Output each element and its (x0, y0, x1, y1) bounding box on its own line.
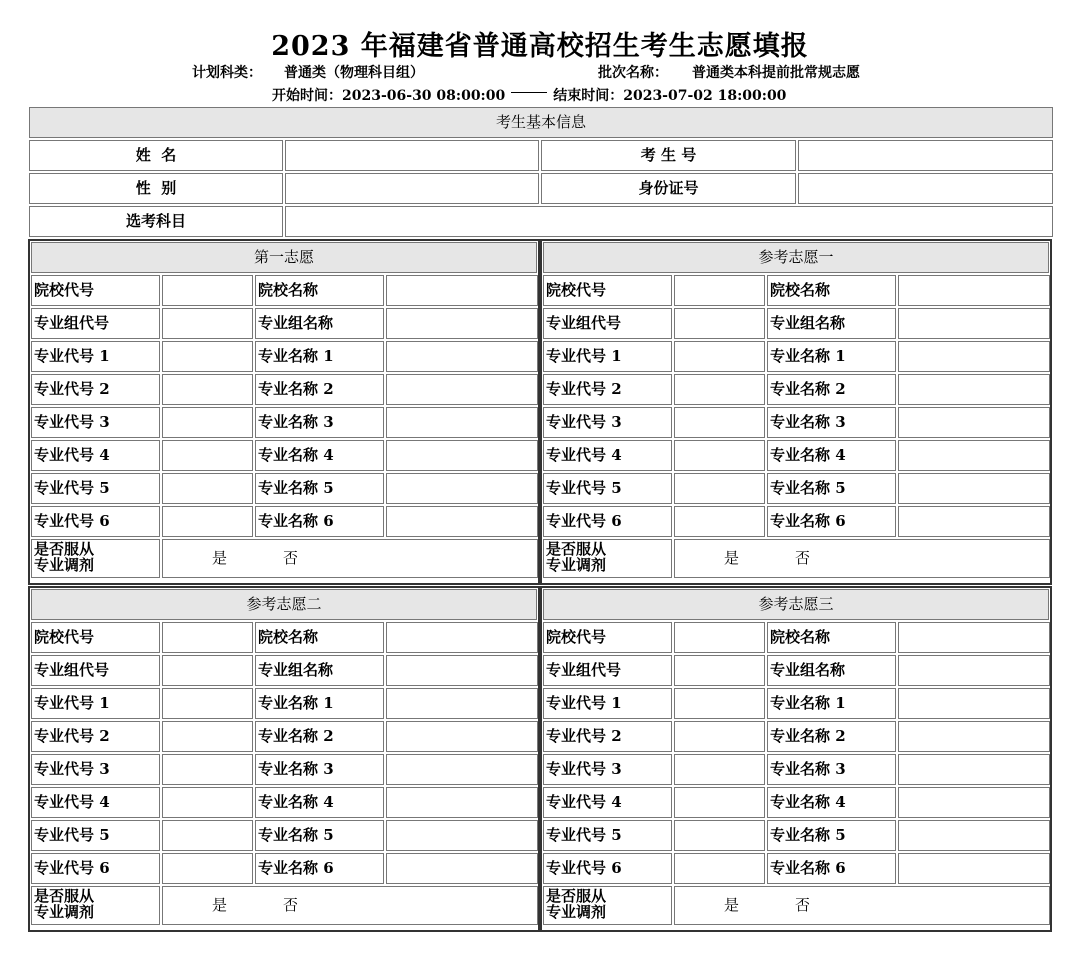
major-name-4-label: 专业名称 4 (767, 440, 896, 471)
adjust-yes-option[interactable]: 是 (724, 896, 740, 914)
major-code-1-field[interactable] (674, 688, 765, 719)
group-name-field[interactable] (898, 308, 1050, 339)
major-code-3-field[interactable] (162, 754, 253, 785)
group-name-field[interactable] (898, 655, 1050, 686)
major-name-6-label: 专业名称 6 (767, 853, 896, 884)
page-title: 2023 年福建省普通高校招生考生志愿填报 (271, 31, 809, 62)
major-code-1-label: 专业代号 1 (31, 341, 160, 372)
reference-choice-2-panel (28, 586, 540, 932)
major-name-2-label: 专业名称 2 (767, 374, 896, 405)
major-name-5-label: 专业名称 5 (767, 473, 896, 504)
adjust-label-line-1: 是否服从 (546, 887, 607, 905)
group-code-field[interactable] (162, 655, 253, 686)
major-name-4-label: 专业名称 4 (767, 787, 896, 818)
major-code-3-label: 专业代号 3 (543, 407, 672, 438)
major-code-5-label: 专业代号 5 (31, 473, 160, 504)
major-code-2-field[interactable] (674, 374, 765, 405)
school-code-field[interactable] (674, 622, 765, 653)
school-code-field[interactable] (674, 275, 765, 306)
group-code-label: 专业组代号 (31, 655, 160, 686)
major-name-4-field[interactable] (386, 787, 538, 818)
major-code-5-label: 专业代号 5 (31, 820, 160, 851)
time-range-dash (511, 92, 547, 93)
major-name-2-label: 专业名称 2 (255, 374, 384, 405)
adjust-label (31, 886, 160, 925)
adjust-label-line-1: 是否服从 (34, 887, 95, 905)
subjects-label: 选考科目 (29, 206, 283, 237)
name-field[interactable] (285, 140, 539, 171)
major-name-2-field[interactable] (898, 721, 1050, 752)
major-code-5-label: 专业代号 5 (543, 820, 672, 851)
major-code-2-label: 专业代号 2 (543, 374, 672, 405)
end-label: 结束时间： (553, 88, 624, 104)
school-name-field[interactable] (898, 622, 1050, 653)
adjust-label-line-1: 是否服从 (546, 540, 607, 558)
major-code-1-field[interactable] (162, 688, 253, 719)
major-name-4-field[interactable] (898, 440, 1050, 471)
major-code-2-label: 专业代号 2 (31, 374, 160, 405)
meta-line-2 (0, 85, 1080, 105)
major-name-6-label: 专业名称 6 (255, 853, 384, 884)
adjust-yes-option[interactable]: 是 (724, 549, 740, 567)
school-name-label: 院校名称 (255, 622, 384, 653)
adjust-no-option[interactable]: 否 (283, 549, 299, 567)
group-name-field[interactable] (386, 655, 538, 686)
major-code-4-label: 专业代号 4 (31, 787, 160, 818)
major-name-2-field[interactable] (898, 374, 1050, 405)
group-code-label: 专业组代号 (31, 308, 160, 339)
major-code-6-label: 专业代号 6 (543, 853, 672, 884)
major-name-4-label: 专业名称 4 (255, 440, 384, 471)
school-name-label: 院校名称 (767, 622, 896, 653)
school-code-field[interactable] (162, 275, 253, 306)
major-code-1-label: 专业代号 1 (31, 688, 160, 719)
major-name-5-label: 专业名称 5 (767, 820, 896, 851)
adjust-label-line-1: 是否服从 (34, 540, 95, 558)
major-name-3-label: 专业名称 3 (767, 407, 896, 438)
major-name-2-field[interactable] (386, 721, 538, 752)
gender-field[interactable] (285, 173, 539, 204)
group-code-label: 专业组代号 (543, 655, 672, 686)
major-name-5-field[interactable] (898, 473, 1050, 504)
major-name-6-field[interactable] (898, 506, 1050, 537)
major-code-5-field[interactable] (162, 473, 253, 504)
major-code-4-label: 专业代号 4 (543, 440, 672, 471)
adjust-options (674, 539, 1050, 578)
major-code-6-label: 专业代号 6 (543, 506, 672, 537)
major-name-1-field[interactable] (386, 341, 538, 372)
major-code-4-field[interactable] (162, 787, 253, 818)
major-name-4-label: 专业名称 4 (255, 787, 384, 818)
adjust-options (674, 886, 1050, 925)
group-code-label: 专业组代号 (543, 308, 672, 339)
major-code-2-label: 专业代号 2 (31, 721, 160, 752)
major-name-5-field[interactable] (386, 820, 538, 851)
school-code-label: 院校代号 (543, 622, 672, 653)
major-name-3-field[interactable] (898, 407, 1050, 438)
batch-label: 批次名称： (598, 65, 668, 81)
major-code-2-field[interactable] (162, 374, 253, 405)
major-name-3-field[interactable] (898, 754, 1050, 785)
group-name-field[interactable] (386, 308, 538, 339)
major-name-3-label: 专业名称 3 (255, 754, 384, 785)
end-value: 2023-07-02 18:00:00 (623, 88, 787, 104)
major-code-6-field[interactable] (162, 506, 253, 537)
adjust-label (543, 886, 672, 925)
name-label: 姓 名 (29, 140, 283, 171)
major-name-3-label: 专业名称 3 (767, 754, 896, 785)
reference-choice-1-panel (540, 239, 1052, 585)
plan-label: 计划科类： (192, 65, 262, 81)
major-code-1-field[interactable] (162, 341, 253, 372)
panel-title: 参考志愿三 (543, 589, 1049, 620)
school-code-label: 院校代号 (543, 275, 672, 306)
major-code-3-label: 专业代号 3 (31, 754, 160, 785)
major-code-3-label: 专业代号 3 (31, 407, 160, 438)
major-code-6-field[interactable] (674, 506, 765, 537)
first-choice-panel (28, 239, 540, 585)
major-code-4-field[interactable] (162, 440, 253, 471)
major-code-2-label: 专业代号 2 (543, 721, 672, 752)
major-code-6-label: 专业代号 6 (31, 506, 160, 537)
major-code-4-label: 专业代号 4 (31, 440, 160, 471)
group-name-label: 专业组名称 (767, 308, 896, 339)
major-name-1-field[interactable] (898, 688, 1050, 719)
id-field[interactable] (798, 173, 1053, 204)
group-code-field[interactable] (674, 308, 765, 339)
group-code-field[interactable] (674, 655, 765, 686)
adjust-no-option[interactable]: 否 (795, 896, 811, 914)
major-code-5-label: 专业代号 5 (543, 473, 672, 504)
major-code-5-field[interactable] (674, 473, 765, 504)
school-name-field[interactable] (386, 622, 538, 653)
school-name-label: 院校名称 (767, 275, 896, 306)
exam-no-field[interactable] (798, 140, 1053, 171)
plan-value: 普通类（物理科目组） (284, 65, 424, 81)
major-name-6-label: 专业名称 6 (767, 506, 896, 537)
major-code-5-field[interactable] (162, 820, 253, 851)
adjust-yes-option[interactable]: 是 (212, 896, 228, 914)
major-code-4-field[interactable] (674, 440, 765, 471)
major-name-2-label: 专业名称 2 (255, 721, 384, 752)
major-code-3-field[interactable] (674, 407, 765, 438)
school-name-label: 院校名称 (255, 275, 384, 306)
major-name-1-label: 专业名称 1 (255, 688, 384, 719)
adjust-label (543, 539, 672, 578)
school-name-field[interactable] (386, 275, 538, 306)
adjust-yes-option[interactable]: 是 (212, 549, 228, 567)
major-code-1-field[interactable] (674, 341, 765, 372)
major-name-2-field[interactable] (386, 374, 538, 405)
adjust-label-line-2: 专业调剂 (546, 556, 607, 574)
major-name-3-label: 专业名称 3 (255, 407, 384, 438)
major-name-5-label: 专业名称 5 (255, 820, 384, 851)
group-code-field[interactable] (162, 308, 253, 339)
group-name-label: 专业组名称 (255, 655, 384, 686)
major-code-2-field[interactable] (674, 721, 765, 752)
group-name-label: 专业组名称 (767, 655, 896, 686)
adjust-no-option[interactable]: 否 (795, 549, 811, 567)
school-name-field[interactable] (898, 275, 1050, 306)
exam-no-label: 考 生 号 (541, 140, 796, 171)
major-name-6-field[interactable] (898, 853, 1050, 884)
adjust-label-line-2: 专业调剂 (34, 556, 95, 574)
major-name-6-label: 专业名称 6 (255, 506, 384, 537)
major-name-1-label: 专业名称 1 (255, 341, 384, 372)
major-name-5-field[interactable] (386, 473, 538, 504)
major-code-3-field[interactable] (674, 754, 765, 785)
school-code-field[interactable] (162, 622, 253, 653)
major-code-4-field[interactable] (674, 787, 765, 818)
major-name-1-label: 专业名称 1 (767, 341, 896, 372)
major-code-6-field[interactable] (674, 853, 765, 884)
major-code-3-label: 专业代号 3 (543, 754, 672, 785)
major-name-5-label: 专业名称 5 (255, 473, 384, 504)
panel-title: 参考志愿一 (543, 242, 1049, 273)
major-name-3-field[interactable] (386, 407, 538, 438)
start-value: 2023-06-30 08:00:00 (342, 88, 506, 104)
meta-line-1 (0, 62, 1080, 82)
major-name-2-label: 专业名称 2 (767, 721, 896, 752)
id-label: 身份证号 (541, 173, 796, 204)
major-code-6-label: 专业代号 6 (31, 853, 160, 884)
panel-title: 第一志愿 (31, 242, 537, 273)
major-name-4-field[interactable] (898, 787, 1050, 818)
major-code-1-label: 专业代号 1 (543, 688, 672, 719)
school-code-label: 院校代号 (31, 275, 160, 306)
subjects-field[interactable] (285, 206, 1053, 237)
adjust-options (162, 539, 538, 578)
major-code-1-label: 专业代号 1 (543, 341, 672, 372)
major-code-4-label: 专业代号 4 (543, 787, 672, 818)
adjust-no-option[interactable]: 否 (283, 896, 299, 914)
adjust-label (31, 539, 160, 578)
major-name-4-field[interactable] (386, 440, 538, 471)
basic-info-header: 考生基本信息 (29, 107, 1053, 138)
major-name-5-field[interactable] (898, 820, 1050, 851)
gender-label: 性 别 (29, 173, 283, 204)
major-name-1-field[interactable] (898, 341, 1050, 372)
adjust-label-line-2: 专业调剂 (34, 903, 95, 921)
major-code-2-field[interactable] (162, 721, 253, 752)
major-code-6-field[interactable] (162, 853, 253, 884)
batch-value: 普通类本科提前批常规志愿 (692, 65, 860, 81)
reference-choice-3-panel (540, 586, 1052, 932)
group-name-label: 专业组名称 (255, 308, 384, 339)
major-name-6-field[interactable] (386, 853, 538, 884)
start-label: 开始时间： (272, 88, 342, 104)
panel-title: 参考志愿二 (31, 589, 537, 620)
adjust-label-line-2: 专业调剂 (546, 903, 607, 921)
major-name-6-field[interactable] (386, 506, 538, 537)
school-code-label: 院校代号 (31, 622, 160, 653)
major-name-3-field[interactable] (386, 754, 538, 785)
adjust-options (162, 886, 538, 925)
major-code-3-field[interactable] (162, 407, 253, 438)
major-name-1-label: 专业名称 1 (767, 688, 896, 719)
major-code-5-field[interactable] (674, 820, 765, 851)
major-name-1-field[interactable] (386, 688, 538, 719)
